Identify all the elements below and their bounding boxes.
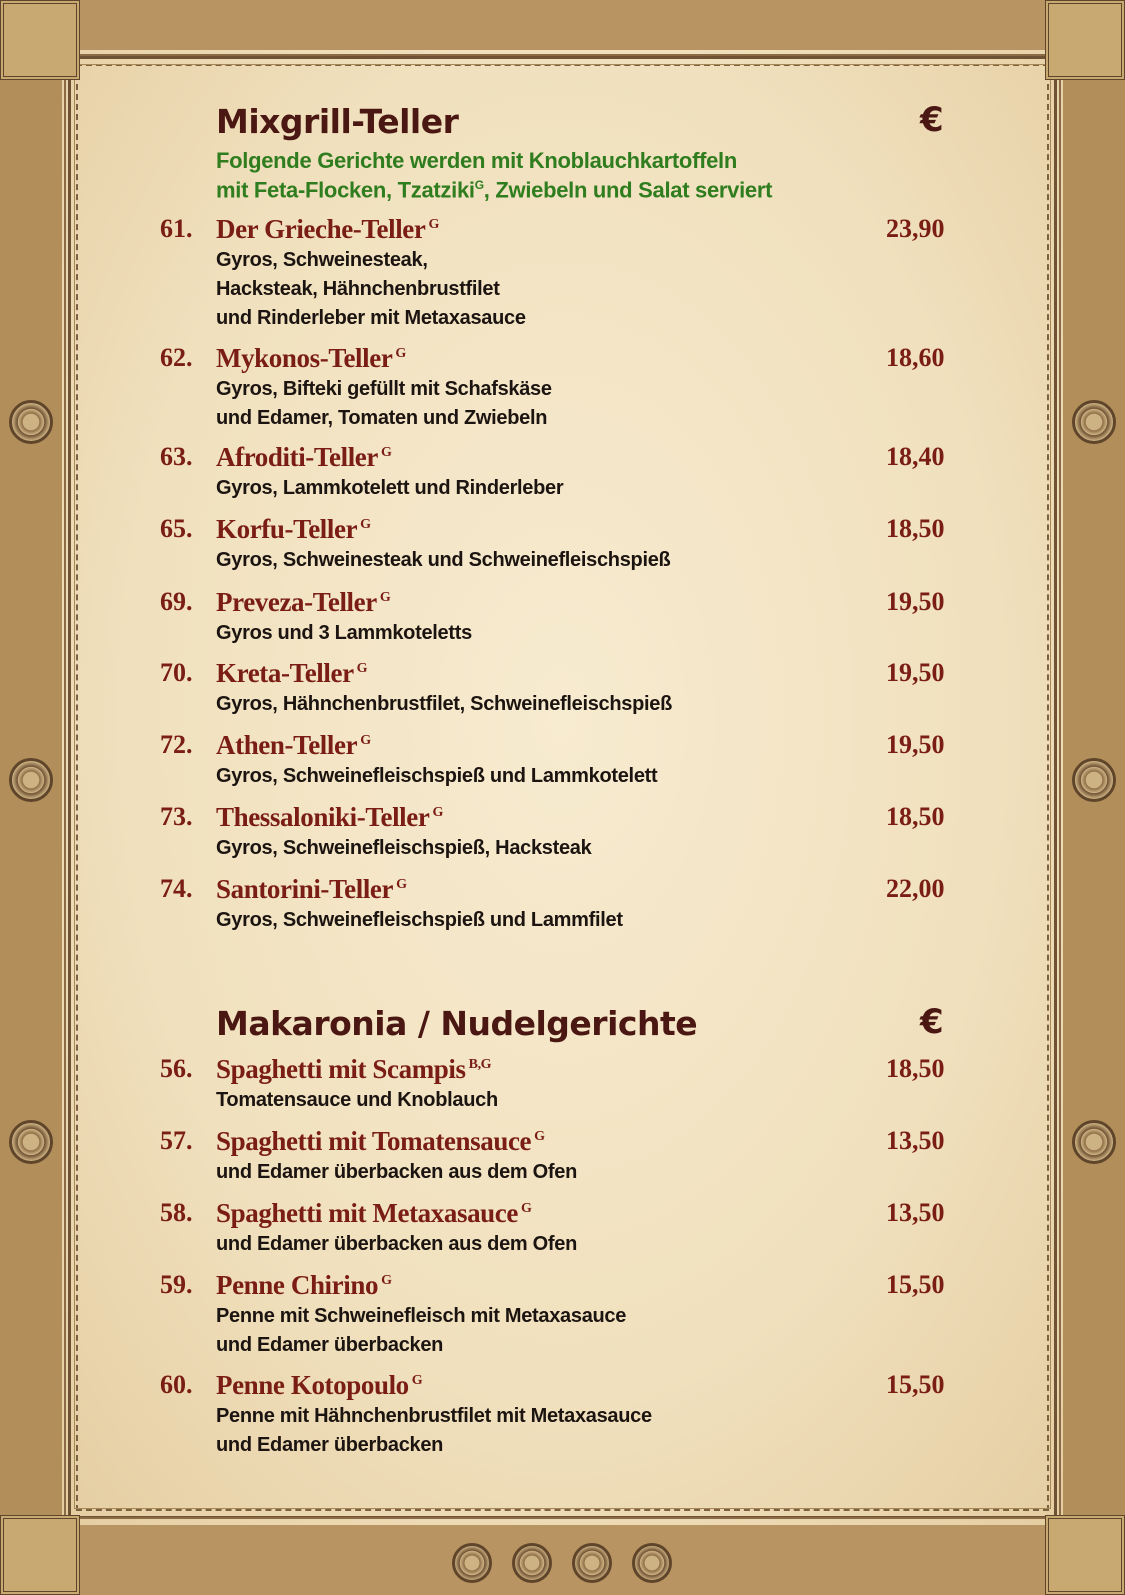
item-number: 57.: [160, 1126, 193, 1155]
item-name-text: Spaghetti mit Scampis: [216, 1054, 466, 1084]
item-name-text: Spaghetti mit Metaxasauce: [216, 1198, 518, 1228]
item-description-line: und Edamer überbacken: [216, 1434, 444, 1456]
item-description: [216, 906, 623, 935]
item-name: [216, 1054, 491, 1085]
rosette-left-1: [9, 400, 53, 444]
item-number: 69.: [160, 587, 193, 616]
allergen-marker: G: [360, 733, 371, 748]
item-description-line: Penne mit Schweinefleisch mit Metaxasauce: [216, 1305, 627, 1327]
allergen-marker: G: [379, 590, 391, 605]
allergen-marker: G: [520, 1201, 532, 1216]
item-name: [216, 1198, 531, 1229]
item-price: 18,60: [886, 343, 945, 372]
item-name-text: Korfu-Teller: [216, 514, 358, 544]
item-description-line: Gyros, Lammkotelett und Rinderleber: [216, 477, 564, 499]
item-description-line: Gyros, Bifteki gefüllt mit Schafskäse: [216, 378, 552, 400]
allergen-marker: G: [396, 877, 407, 892]
item-price: 15,50: [886, 1270, 945, 1299]
item-price: 22,00: [886, 874, 945, 903]
item-number: 65.: [160, 514, 193, 543]
item-description: [216, 474, 563, 503]
item-description-line: und Edamer überbacken: [216, 1334, 444, 1356]
item-description-line: Hacksteak, Hähnchenbrustfilet: [216, 278, 500, 300]
item-description-line: und Edamer überbacken aus dem Ofen: [216, 1161, 578, 1183]
item-number: 56.: [160, 1054, 193, 1083]
item-description: [216, 1402, 652, 1460]
item-description-line: Penne mit Hähnchenbrustfilet mit Metaxasauce: [216, 1405, 652, 1427]
item-description-line: Gyros, Schweinefleischspieß und Lammfilet: [216, 909, 623, 931]
item-description: [216, 246, 526, 333]
item-name: [216, 658, 367, 689]
item-price: 23,90: [886, 214, 945, 243]
item-description: [216, 762, 657, 791]
corner-ornament-bottom-left: [0, 1515, 80, 1595]
item-name-text: Santorini-Teller: [216, 874, 394, 904]
allergen-marker: G: [432, 805, 443, 820]
rosette-bottom-1: [452, 1543, 492, 1583]
item-name: [216, 1126, 545, 1157]
item-description: [216, 1086, 498, 1115]
item-description-line: und Edamer, Tomaten und Zwiebeln: [216, 407, 548, 429]
item-name: [216, 214, 439, 245]
section-title-makaronia: Makaronia / Nudelgerichte: [216, 1004, 698, 1043]
item-number: 59.: [160, 1270, 193, 1299]
item-number: 58.: [160, 1198, 193, 1227]
corner-ornament-top-right: [1045, 0, 1125, 80]
rosette-bottom-4: [632, 1543, 672, 1583]
item-description-line: Gyros, Schweinefleischspieß, Hacksteak: [216, 837, 592, 859]
allergen-marker: G: [356, 661, 368, 676]
item-number: 73.: [160, 802, 193, 831]
currency-header-mixgrill: €: [920, 100, 944, 140]
item-description: [216, 619, 472, 648]
item-description-line: Gyros, Hähnchenbrustfilet, Schweinefleischspieß: [216, 693, 673, 715]
item-description: [216, 1158, 577, 1187]
item-name: [216, 874, 407, 905]
item-price: 19,50: [886, 587, 945, 616]
corner-ornament-top-left: [0, 0, 80, 80]
serving-note-line1: Folgende Gerichte werden mit Knoblauchkartoffeln: [216, 148, 738, 173]
item-price: 18,50: [886, 802, 945, 831]
item-description: [216, 1302, 626, 1360]
rosette-bottom-3: [572, 1543, 612, 1583]
item-number: 60.: [160, 1370, 193, 1399]
item-name: [216, 1270, 392, 1301]
allergen-marker: G: [428, 217, 439, 232]
item-description: [216, 690, 672, 719]
item-name: [216, 802, 443, 833]
rosette-right-3: [1072, 1120, 1116, 1164]
item-description-line: Gyros und 3 Lammkoteletts: [216, 622, 472, 644]
item-name: [216, 514, 371, 545]
allergen-marker: G: [534, 1129, 545, 1144]
item-name: [216, 343, 406, 374]
allergen-marker: G: [411, 1373, 423, 1388]
allergen-marker: G: [395, 346, 406, 361]
item-number: 70.: [160, 658, 193, 687]
item-name-text: Mykonos-Teller: [216, 343, 393, 373]
item-description-line: und Edamer überbacken aus dem Ofen: [216, 1233, 578, 1255]
item-number: 72.: [160, 730, 193, 759]
rosette-bottom-2: [512, 1543, 552, 1583]
item-description-line: und Rinderleber mit Metaxasauce: [216, 307, 526, 329]
item-number: 61.: [160, 214, 193, 243]
item-price: 15,50: [886, 1370, 945, 1399]
serving-note-line2: mit Feta-Flocken, Tzatziki$^G$, Zwiebeln und Salat serviert: [216, 177, 773, 203]
allergen-marker: G: [381, 1273, 392, 1288]
item-description: [216, 834, 591, 863]
item-name-text: Preveza-Teller: [216, 587, 377, 617]
item-price: 18,40: [886, 442, 945, 471]
item-name-text: Athen-Teller: [216, 730, 358, 760]
item-number: 74.: [160, 874, 193, 903]
item-description: [216, 1230, 577, 1259]
rosette-left-2: [9, 758, 53, 802]
item-price: 18,50: [886, 514, 945, 543]
item-name-text: Der Grieche-Teller: [216, 214, 426, 244]
item-price: 18,50: [886, 1054, 945, 1083]
rosette-right-1: [1072, 400, 1116, 444]
serving-note: [216, 148, 772, 202]
item-name-text: Thessaloniki-Teller: [216, 802, 430, 832]
item-name-text: Penne Chirino: [216, 1270, 379, 1300]
item-price: 19,50: [886, 658, 945, 687]
item-description: [216, 546, 670, 575]
item-price: 13,50: [886, 1126, 945, 1155]
item-description-line: Gyros, Schweinesteak,: [216, 249, 428, 271]
item-name-text: Spaghetti mit Tomatensauce: [216, 1126, 532, 1156]
rosette-right-2: [1072, 758, 1116, 802]
item-name-text: Afroditi-Teller: [216, 442, 378, 472]
item-number: 62.: [160, 343, 193, 372]
allergen-marker: G: [360, 517, 371, 532]
item-price: 19,50: [886, 730, 945, 759]
item-price: 13,50: [886, 1198, 945, 1227]
section-title-mixgrill: Mixgrill-Teller: [216, 102, 459, 141]
rosette-left-3: [9, 1120, 53, 1164]
item-description: [216, 375, 552, 433]
corner-ornament-bottom-right: [1045, 1515, 1125, 1595]
item-name-text: Penne Kotopoulo: [216, 1370, 409, 1400]
item-description-line: Gyros, Schweinesteak und Schweinefleischspieß: [216, 549, 671, 571]
item-name: [216, 587, 390, 618]
item-name: [216, 442, 391, 473]
item-description-line: Tomatensauce und Knoblauch: [216, 1089, 498, 1111]
currency-header-makaronia: €: [920, 1002, 944, 1042]
item-description-line: Gyros, Schweinefleischspieß und Lammkotelett: [216, 765, 658, 787]
item-name: [216, 1370, 422, 1401]
item-name: [216, 730, 371, 761]
allergen-marker: G: [380, 445, 392, 460]
allergen-marker: B,G: [468, 1057, 492, 1072]
item-number: 63.: [160, 442, 193, 471]
item-name-text: Kreta-Teller: [216, 658, 354, 688]
